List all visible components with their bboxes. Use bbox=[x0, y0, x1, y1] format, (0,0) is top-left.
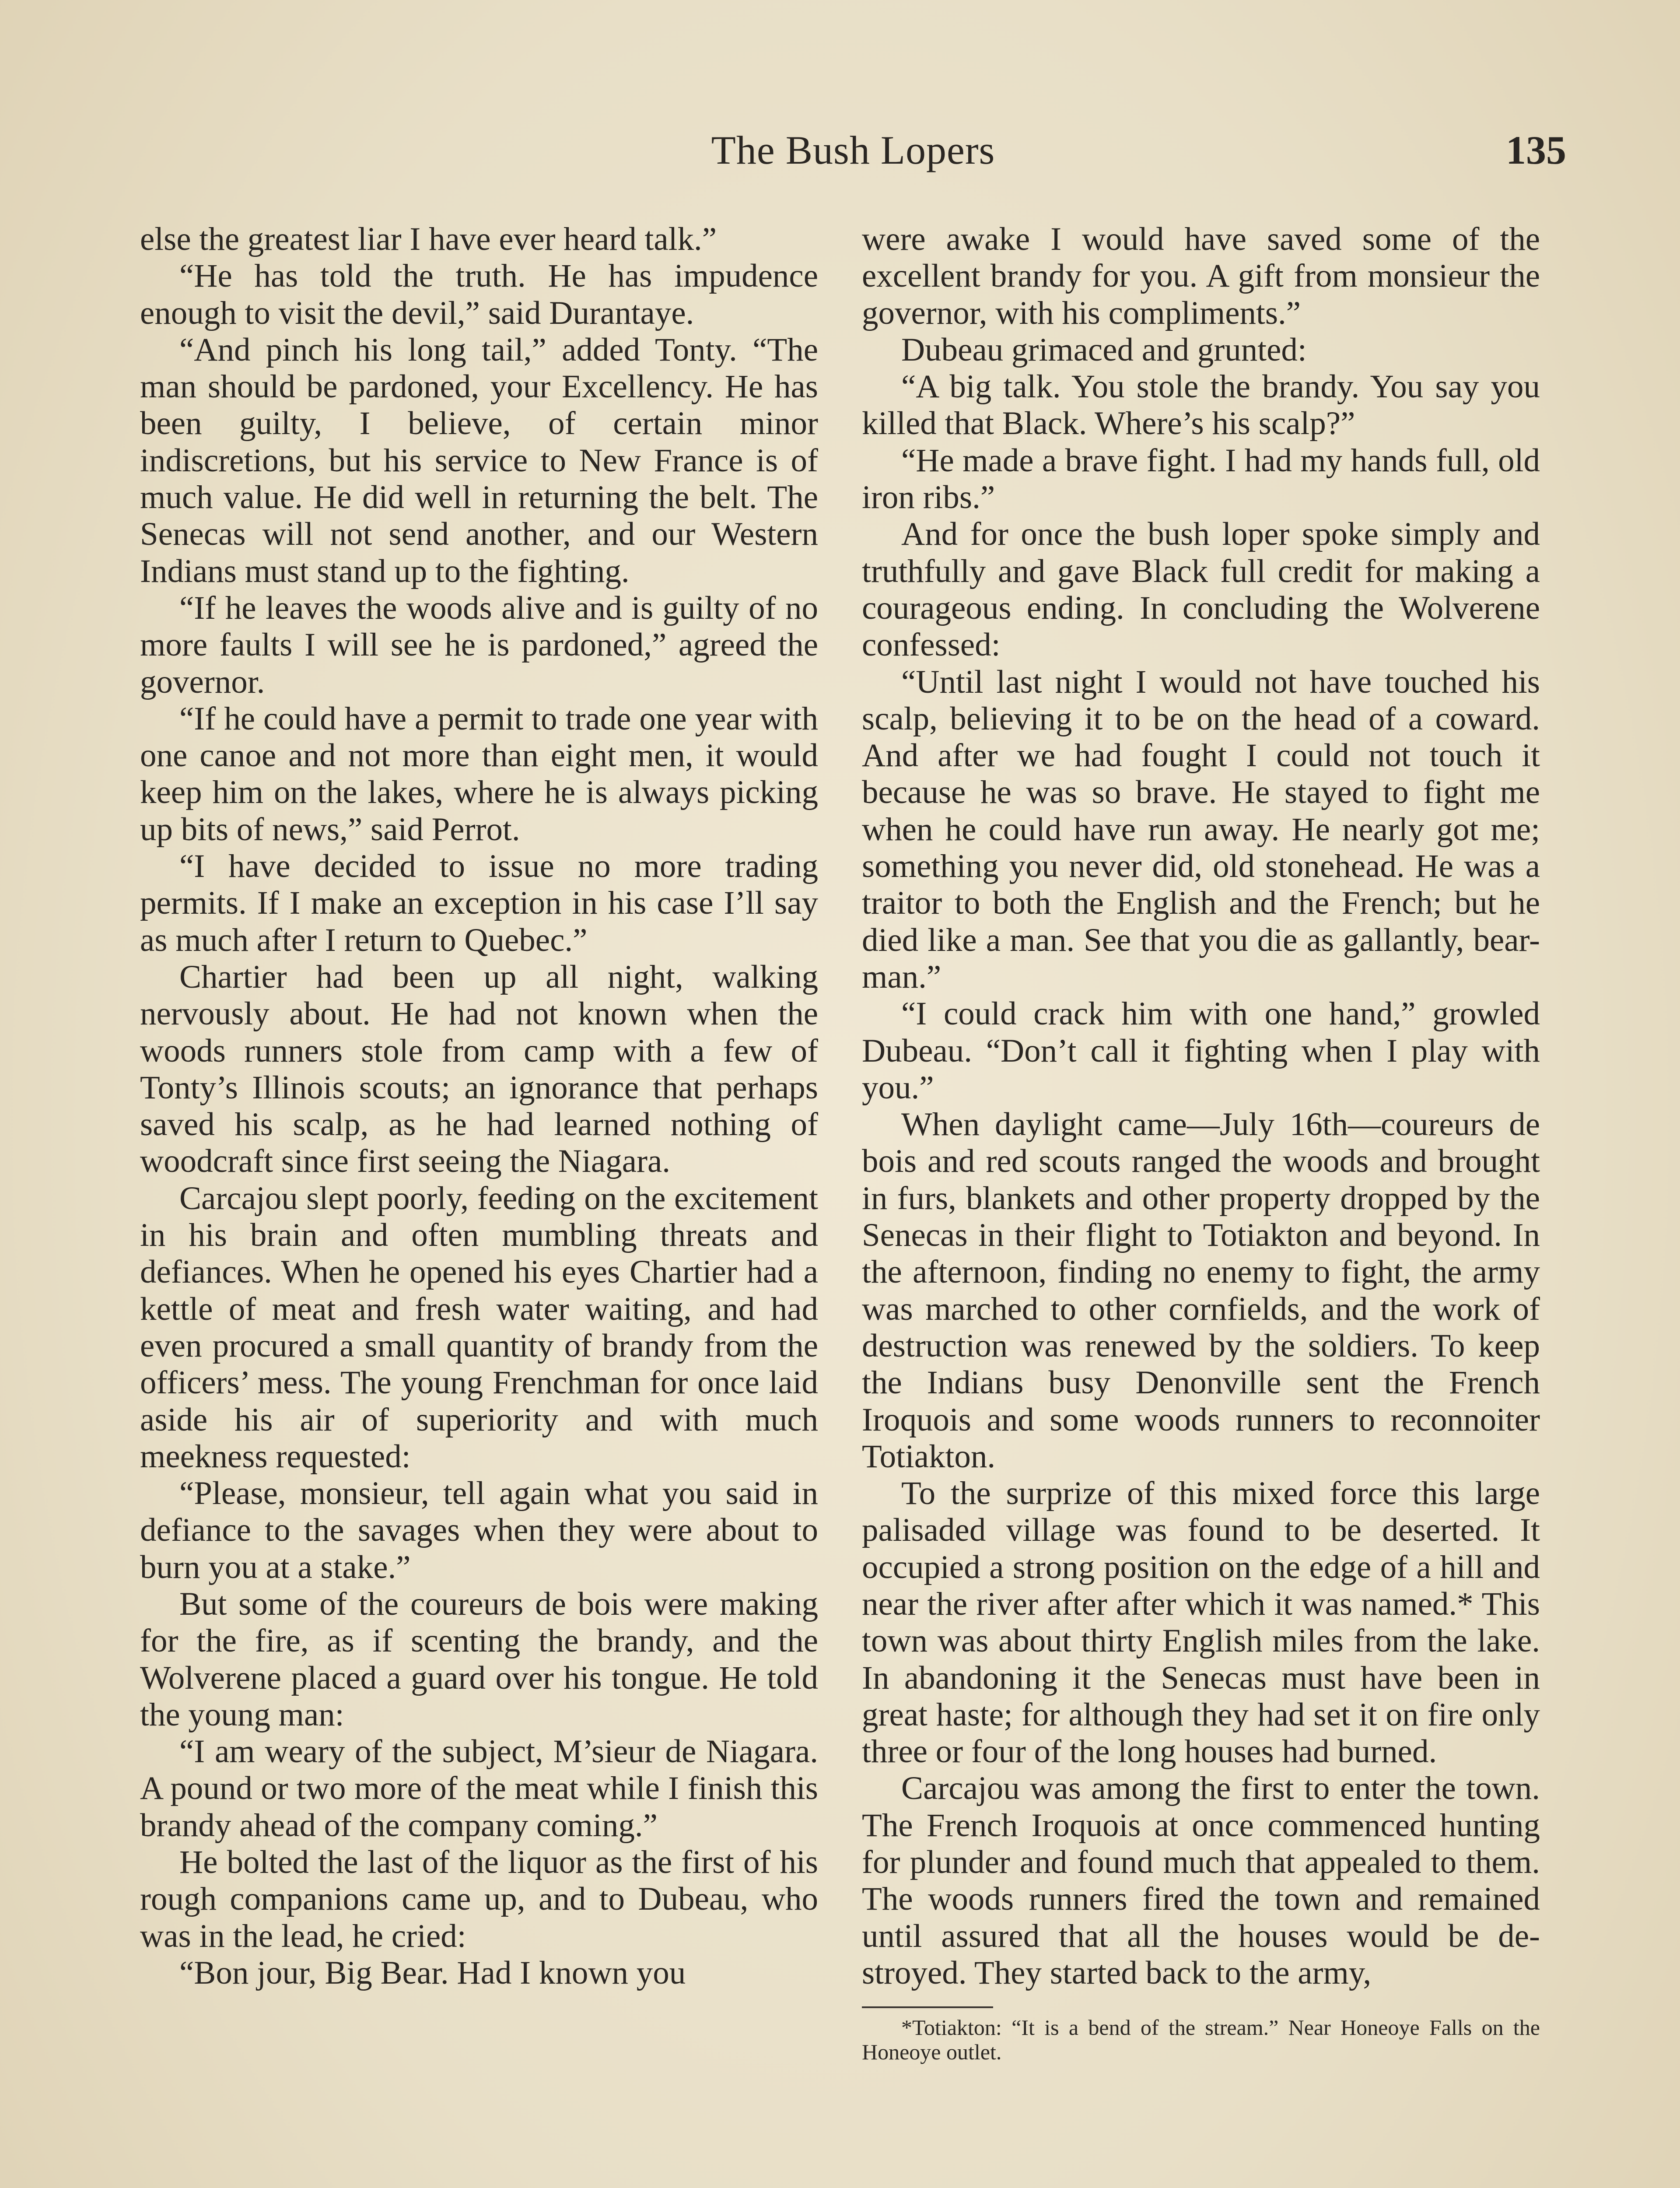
right-column-body bbox=[862, 221, 1540, 1992]
right-column-paragraph: And for once the bush loper spoke simply and truthfully and gave Black full credit for making a courageous ending. In concluding the Wolverene confessed: bbox=[862, 516, 1540, 663]
left-column bbox=[140, 221, 818, 2064]
left-column-paragraph: “If he could have a permit to trade one year with one canoe and not more than eight men, it would keep him on the lakes, where he is always picking up bits of news,” said Perrot. bbox=[140, 700, 818, 848]
left-column-paragraph: “If he leaves the woods alive and is guilty of no more faults I will see he is pardoned,” agreed the governor. bbox=[140, 589, 818, 700]
text-columns bbox=[140, 221, 1540, 2064]
left-column-paragraph: “And pinch his long tail,” added Tonty. “The man should be pardoned, your Excellency. He has been guilty, I believe, of certain minor indiscretions, but his service to New France is of much value. He did well in returning the belt. The Senecas will not send another, and our Western Indians must stand up to the fighting. bbox=[140, 331, 818, 589]
left-column-paragraph: else the greatest liar I have ever heard talk.” bbox=[140, 221, 717, 257]
right-column-paragraph: Carcajou was among the first to enter the town. The French Iroquois at once commenced hunting for plunder and found much that appealed to them. The woods runners fired the town and remained until assured that all the houses would be destroyed. They started back to the army, bbox=[862, 1770, 1540, 1991]
right-column-paragraph: When daylight came—July 16th—coureurs de bois and red scouts ranged the woods and brought in furs, blankets and other property dropped by the Senecas in their flight to Totiakton and beyond. In the afternoon, finding no enemy to fight, the army was marched to other cornfields, and the work of destruction was renewed by the soldiers. To keep the Indians busy Denonville sent the French Iroquois and some woods runners to reconnoiter Totiakton. bbox=[862, 1106, 1540, 1475]
left-column-paragraph: Carcajou slept poorly, feeding on the excitement in his brain and often mumbling threats and defiances. When he opened his eyes Chartier had a kettle of meat and fresh water waiting, and had even procured a small quantity of brandy from the officers’ mess. The young Frenchman for once laid aside his air of superiority and with much meekness requested: bbox=[140, 1180, 818, 1475]
right-column-paragraph: “He made a brave fight. I had my hands full, old iron ribs.” bbox=[862, 442, 1540, 516]
left-column-paragraph: “I have decided to issue no more trading permits. If I make an exception in his case I’ll say as much after I return to Quebec.” bbox=[140, 848, 818, 958]
right-column-paragraph: “Until last night I would not have touched his scalp, believing it to be on the head of a coward. And after we had fought I could not touch it because he was so brave. He stayed to fight me when he could have run away. He nearly got me; something you never did, old stonehead. He was a traitor to both the English and the French; but he died like a man. See that you die as gallantly, bear-man.” bbox=[862, 663, 1540, 995]
page-header bbox=[140, 127, 1566, 188]
running-title: The Bush Lopers bbox=[711, 128, 995, 172]
right-column-paragraph: Dubeau grimaced and grunted: bbox=[901, 331, 1307, 368]
right-column-paragraph: “I could crack him with one hand,” growled Dubeau. “Don’t call it fighting when I play with you.” bbox=[862, 996, 1540, 1106]
left-column-paragraph: “He has told the truth. He has impudence enough to visit the devil,” said Durantaye. bbox=[140, 258, 818, 331]
left-column-paragraph: “Please, monsieur, tell again what you said in defiance to the savages when they were about to burn you at a stake.” bbox=[140, 1475, 818, 1585]
left-column-paragraph: He bolted the last of the liquor as the first of his rough companions came up, and to Dubeau, who was in the lead, he cried: bbox=[140, 1844, 818, 1954]
footnote: *Totiakton: “It is a bend of the stream.” Near Honeoye Falls on the Honeoye outlet. bbox=[862, 2015, 1540, 2065]
page-number: 135 bbox=[1506, 128, 1566, 172]
left-column-paragraph: “I am weary of the subject, M’sieur de Niagara. A pound or two more of the meat while I finish this brandy ahead of the company coming.” bbox=[140, 1733, 818, 1844]
right-column-paragraph: To the surprize of this mixed force this large palisaded village was found to be deserted. It occupied a strong position on the edge of a hill and near the river after after which it was named.* This town was about thirty English miles from the lake. In abandoning it the Senecas must have been in great haste; for although they had set it on fire only three or four of the long houses had burned. bbox=[862, 1475, 1540, 1770]
left-column-paragraph: Chartier had been up all night, walking nervously about. He had not known when the woods runners stole from camp with a few of Tonty’s Illinois scouts; an ignorance that perhaps saved his scalp, as he had learned nothing of woodcraft since first seeing the Niagara. bbox=[140, 958, 818, 1180]
right-column-paragraph: were awake I would have saved some of the excellent brandy for you. A gift from monsieur the governor, with his compliments.” bbox=[862, 221, 1540, 331]
left-column-paragraph: “Bon jour, Big Bear. Had I known you bbox=[179, 1954, 686, 1991]
left-column-paragraph: But some of the coureurs de bois were making for the fire, as if scenting the brandy, and the Wolverene placed a guard over his tongue. He told the young man: bbox=[140, 1585, 818, 1733]
right-column-paragraph: “A big talk. You stole the brandy. You say you killed that Black. Where’s his scalp?” bbox=[862, 368, 1540, 442]
right-column bbox=[862, 221, 1540, 2064]
footnote-rule bbox=[862, 2006, 993, 2008]
